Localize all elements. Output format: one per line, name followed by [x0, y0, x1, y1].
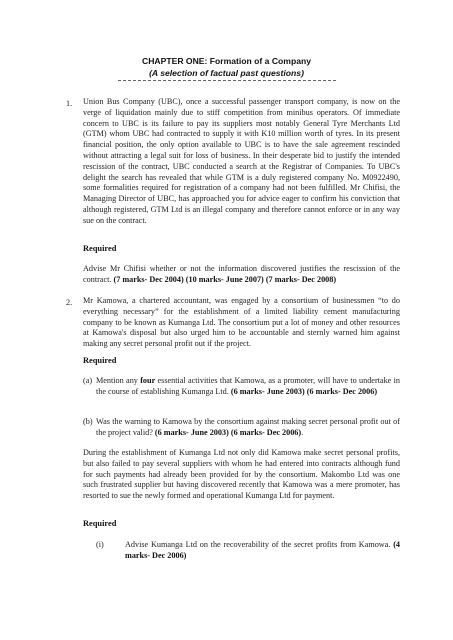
question-text: Mr Kamowa, a chartered accountant, was engaged by a consortium of businessmen “to do everything necessary” for the establishment of a limited liability cement manufacturing company to be known as Kumanga Ltd. The consortium put a lot of money and other resources at Kamowa's disposal but also urged him to be accountable and sternly warned him against making any secret personal profit out if the project.: [83, 296, 400, 349]
chapter-title: CHAPTER ONE: Formation of a Company: [141, 56, 312, 66]
question-number: 1.: [66, 99, 73, 108]
chapter-subtitle: (A selection of factual past questions): [149, 68, 304, 78]
required-text: Advise Mr Chifisi whether or not the information discovered justifies the rescission of the contract. (7 marks- Dec 2004) (10 marks- June 2007) (7 marks- Dec 2008): [83, 264, 400, 284]
marks-label: (6 marks- June 2003) (6 marks- Dec 2006): [154, 427, 302, 437]
marks-label: (7 marks- Dec 2004) (10 marks- June 2007) (7 marks- Dec 2008): [113, 274, 337, 284]
dashed-divider: [118, 80, 336, 81]
part-label: (i): [96, 540, 104, 549]
part-text: Mention any four essential activities that Kamowa, as a promoter, will have to undertake in the course of establishing Kumanga Ltd. (6 marks- June 2003) (6 marks- Dec 2006): [96, 376, 400, 396]
part-label: (b): [83, 417, 93, 426]
question-text: Union Bus Company (UBC), once a successful passenger transport company, is now on the verge of liquidation mainly due to stiff competition from minibus operators. Of immediate concern to UBC is its failure to pay its suppliers most notably General Tyre Merchants Ltd (GTM) whom UBC had contracted to supply it with K10 million worth of tyres. In its present financial position, the only option available to UBC is to have the sale agreement rescinded without attracting a legal suit for loss of business. In their desperate bid to justify the intended rescission of the contract, UBC conducted a search at the Registrar of Companies. To UBC's delight the search has revealed that while GTM is a duly registered company No. M0922490, some formalities required for registration of a company had not been fulfilled. Mr Chifisi, the Managing Director of UBC, has approached you for advice eager to confirm his conviction that although registered, GTM Ltd is an illegal company and therefore cannot enforce or in any way sue on the contract.: [83, 97, 400, 225]
required-heading: Required: [83, 356, 117, 365]
required-heading: Required: [83, 244, 117, 253]
marks-label: (4 marks- Dec 2006): [125, 540, 401, 560]
part-text: Was the warning to Kamowa by the consortium against making secret personal profit out of the project valid? (6 marks- June 2003) (6 marks- Dec 2006).: [96, 417, 400, 437]
question-number: 2.: [66, 298, 73, 307]
question-text: During the establishment of Kumanga Ltd not only did Kamowa make secret personal profits, but also failed to pay several suppliers with whom he had entered into contracts although fund for such payments had already been provided for by the consortium. Makombo Ltd was one such frustrated supplier but having discovered recently that Kamowa was a mere promoter, has resorted to sue the newly formed and operational Kumanga Ltd for payment.: [83, 448, 400, 501]
part-label: (a): [83, 376, 93, 385]
marks-label: (6 marks- June 2003) (6 marks- Dec 2006): [230, 386, 378, 396]
part-text: Advise Kumanga Ltd on the recoverability of the secret profits from Kamowa. (4 marks- Dec 2006): [125, 540, 401, 560]
required-heading: Required: [83, 519, 117, 528]
